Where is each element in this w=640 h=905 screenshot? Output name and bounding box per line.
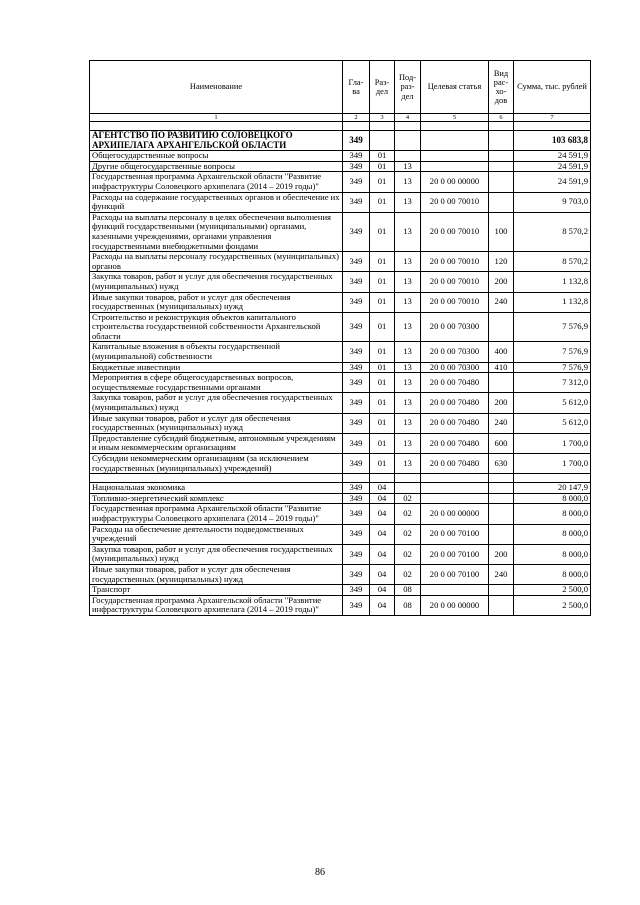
table-row [90,595,591,615]
cell-subsection: 13 [395,272,421,292]
cell-subsection: 08 [395,585,421,596]
cell-subsection: 13 [395,252,421,272]
table-row [90,131,591,151]
empty-cell [514,474,591,483]
cell-section: 01 [370,362,395,373]
table-row [90,192,591,212]
col-number: 2 [343,114,370,122]
header-section: Раз-дел [370,61,395,114]
col-number: 5 [421,114,489,122]
cell-amount: 2 500,0 [514,585,591,596]
cell-subsection [395,483,421,494]
cell-expense-type: 120 [489,252,514,272]
cell-target [421,131,489,151]
cell-section: 01 [370,342,395,362]
cell-section: 01 [370,151,395,162]
cell-amount: 8 000,0 [514,524,591,544]
cell-subsection: 13 [395,362,421,373]
cell-name: Транспорт [90,585,343,596]
cell-chapter: 349 [343,161,370,172]
cell-name: Иные закупки товаров, работ и услуг для обеспечения государственных (муниципальных) нужд [90,413,343,433]
cell-subsection: 13 [395,342,421,362]
cell-target: 20 0 00 70100 [421,544,489,564]
cell-target [421,151,489,162]
cell-subsection [395,131,421,151]
cell-expense-type: 400 [489,342,514,362]
cell-section: 04 [370,493,395,504]
cell-section: 04 [370,585,395,596]
cell-chapter: 349 [343,192,370,212]
cell-target: 20 0 00 70480 [421,373,489,393]
header-target: Целевая статья [421,61,489,114]
cell-expense-type [489,483,514,494]
cell-section: 04 [370,483,395,494]
cell-target: 20 0 00 70480 [421,454,489,474]
cell-section: 01 [370,393,395,413]
table-body [90,122,591,616]
cell-chapter: 349 [343,312,370,342]
cell-subsection [395,151,421,162]
cell-target: 20 0 00 00000 [421,504,489,524]
cell-name: Государственная программа Архангельской области "Развитие инфраструктуры Соловецкого архипелага (2014 – 2019 годы)" [90,595,343,615]
cell-amount: 20 147,9 [514,483,591,494]
cell-subsection: 13 [395,433,421,453]
cell-expense-type: 200 [489,544,514,564]
cell-chapter: 349 [343,504,370,524]
cell-section: 01 [370,272,395,292]
empty-cell [489,474,514,483]
cell-name: Иные закупки товаров, работ и услуг для обеспечения государственных (муниципальных) нужд [90,564,343,584]
cell-amount: 8 570,2 [514,252,591,272]
cell-amount: 2 500,0 [514,595,591,615]
cell-amount: 24 591,9 [514,172,591,192]
cell-section: 01 [370,292,395,312]
col-number: 3 [370,114,395,122]
cell-section: 01 [370,454,395,474]
cell-chapter: 349 [343,212,370,251]
cell-amount: 24 591,9 [514,151,591,162]
col-number: 6 [489,114,514,122]
cell-name: Строительство и реконструкция объектов капитального строительства государственной собственности Архангельской области [90,312,343,342]
cell-name: Расходы на выплаты персоналу государственных (муниципальных) органов [90,252,343,272]
header-row [90,61,591,114]
cell-target: 20 0 00 70100 [421,524,489,544]
cell-target: 20 0 00 70300 [421,312,489,342]
header-amount: Сумма, тыс. рублей [514,61,591,114]
cell-name: Закупка товаров, работ и услуг для обеспечения государственных (муниципальных) нужд [90,272,343,292]
table-row [90,252,591,272]
table-row [90,483,591,494]
table-row [90,292,591,312]
cell-expense-type: 630 [489,454,514,474]
table-row [90,585,591,596]
cell-expense-type [489,151,514,162]
cell-target: 20 0 00 70010 [421,192,489,212]
empty-cell [343,122,370,131]
budget-table [89,60,591,616]
cell-amount: 1 132,8 [514,292,591,312]
table-row [90,212,591,251]
table-row [90,524,591,544]
cell-amount: 8 000,0 [514,564,591,584]
cell-target: 20 0 00 70010 [421,252,489,272]
cell-chapter: 349 [343,413,370,433]
cell-chapter: 349 [343,524,370,544]
cell-target: 20 0 00 00000 [421,172,489,192]
empty-cell [90,122,343,131]
spacer-row [90,122,591,131]
cell-section: 01 [370,433,395,453]
table-row [90,151,591,162]
cell-chapter: 349 [343,585,370,596]
cell-chapter: 349 [343,564,370,584]
cell-chapter: 349 [343,172,370,192]
cell-chapter: 349 [343,454,370,474]
cell-amount: 8 000,0 [514,504,591,524]
cell-target: 20 0 00 70480 [421,433,489,453]
cell-subsection: 13 [395,373,421,393]
cell-name: Национальная экономика [90,483,343,494]
cell-name: Закупка товаров, работ и услуг для обеспечения государственных (муниципальных) нужд [90,393,343,413]
cell-subsection: 13 [395,413,421,433]
empty-cell [395,122,421,131]
cell-expense-type: 240 [489,413,514,433]
cell-expense-type: 240 [489,564,514,584]
cell-amount: 8 570,2 [514,212,591,251]
cell-target [421,161,489,172]
cell-chapter: 349 [343,292,370,312]
cell-section: 01 [370,161,395,172]
cell-chapter: 349 [343,342,370,362]
empty-cell [90,474,343,483]
cell-chapter: 349 [343,362,370,373]
cell-amount: 7 312,0 [514,373,591,393]
cell-target [421,483,489,494]
cell-expense-type [489,161,514,172]
cell-amount: 5 612,0 [514,413,591,433]
cell-section: 01 [370,373,395,393]
cell-subsection: 02 [395,564,421,584]
table-row [90,312,591,342]
cell-target: 20 0 00 70010 [421,292,489,312]
cell-amount: 7 576,9 [514,362,591,373]
cell-name: Расходы на обеспечение деятельности подведомственных учреждений [90,524,343,544]
empty-cell [421,474,489,483]
cell-chapter: 349 [343,131,370,151]
cell-name: Государственная программа Архангельской области "Развитие инфраструктуры Соловецкого архипелага (2014 – 2019 годы)" [90,172,343,192]
col-number: 4 [395,114,421,122]
cell-name: Бюджетные инвестиции [90,362,343,373]
col-number: 7 [514,114,591,122]
col-number: 1 [90,114,343,122]
cell-subsection: 13 [395,312,421,342]
cell-amount: 1 700,0 [514,454,591,474]
cell-target: 20 0 00 70010 [421,212,489,251]
cell-subsection: 13 [395,192,421,212]
cell-name: АГЕНТСТВО ПО РАЗВИТИЮ СОЛОВЕЦКОГО АРХИПЕЛАГА АРХАНГЕЛЬСКОЙ ОБЛАСТИ [90,131,343,151]
cell-expense-type: 200 [489,393,514,413]
header-expense-type: Вид рас-хо-дов [489,61,514,114]
cell-subsection: 08 [395,595,421,615]
cell-target: 20 0 00 70300 [421,362,489,373]
cell-target: 20 0 00 70010 [421,272,489,292]
cell-expense-type [489,312,514,342]
table-row [90,393,591,413]
cell-chapter: 349 [343,252,370,272]
cell-name: Предоставление субсидий бюджетным, автономным учреждениям и иным некоммерческим организациям [90,433,343,453]
cell-expense-type [489,585,514,596]
table-row [90,564,591,584]
cell-subsection: 13 [395,161,421,172]
empty-cell [421,122,489,131]
cell-expense-type [489,493,514,504]
cell-name: Государственная программа Архангельской области "Развитие инфраструктуры Соловецкого архипелага (2014 – 2019 годы)" [90,504,343,524]
header-name: Наименование [90,61,343,114]
cell-amount: 7 576,9 [514,342,591,362]
empty-cell [514,122,591,131]
cell-target: 20 0 00 70480 [421,393,489,413]
cell-name: Капитальные вложения в объекты государственной (муниципальной) собственности [90,342,343,362]
cell-chapter: 349 [343,373,370,393]
table-row [90,493,591,504]
cell-section: 01 [370,252,395,272]
cell-expense-type [489,192,514,212]
table-row [90,362,591,373]
cell-amount: 5 612,0 [514,393,591,413]
cell-expense-type [489,504,514,524]
column-number-row [90,114,591,122]
cell-chapter: 349 [343,595,370,615]
cell-section: 04 [370,524,395,544]
cell-expense-type: 100 [489,212,514,251]
spacer-row [90,474,591,483]
cell-subsection: 02 [395,504,421,524]
cell-expense-type [489,524,514,544]
table-row [90,172,591,192]
cell-section: 01 [370,172,395,192]
cell-subsection: 13 [395,454,421,474]
cell-subsection: 13 [395,292,421,312]
empty-cell [343,474,370,483]
cell-amount: 8 000,0 [514,493,591,504]
cell-amount: 1 132,8 [514,272,591,292]
cell-expense-type: 600 [489,433,514,453]
cell-chapter: 349 [343,493,370,504]
cell-chapter: 349 [343,483,370,494]
cell-target [421,585,489,596]
cell-section: 01 [370,192,395,212]
cell-chapter: 349 [343,151,370,162]
cell-subsection: 13 [395,172,421,192]
table-row [90,161,591,172]
cell-target: 20 0 00 00000 [421,595,489,615]
empty-cell [370,474,395,483]
empty-cell [370,122,395,131]
cell-section: 04 [370,504,395,524]
cell-expense-type [489,595,514,615]
header-chapter: Гла-ва [343,61,370,114]
table-row [90,433,591,453]
cell-section: 04 [370,595,395,615]
cell-name: Общегосударственные вопросы [90,151,343,162]
cell-amount: 7 576,9 [514,312,591,342]
cell-section: 01 [370,413,395,433]
cell-name: Иные закупки товаров, работ и услуг для обеспечения государственных (муниципальных) нужд [90,292,343,312]
cell-section: 01 [370,212,395,251]
cell-section: 04 [370,544,395,564]
cell-subsection: 13 [395,212,421,251]
cell-expense-type: 240 [489,292,514,312]
table-row [90,373,591,393]
cell-expense-type [489,172,514,192]
empty-cell [395,474,421,483]
table-row [90,544,591,564]
table-row [90,454,591,474]
cell-name: Расходы на выплаты персоналу в целях обеспечения выполнения функций государственными (муниципальными) органами, казенными учреждениями, органами управления государственными внебюджетными фондами [90,212,343,251]
cell-amount: 8 000,0 [514,544,591,564]
cell-expense-type: 410 [489,362,514,373]
table-row [90,504,591,524]
table-row [90,272,591,292]
cell-expense-type [489,131,514,151]
cell-name: Субсидии некоммерческим организациям (за исключением государственных (муниципальных) учреждений) [90,454,343,474]
cell-section [370,131,395,151]
empty-cell [489,122,514,131]
cell-amount: 1 700,0 [514,433,591,453]
cell-name: Расходы на содержание государственных органов и обеспечение их функций [90,192,343,212]
cell-section: 01 [370,312,395,342]
cell-expense-type: 200 [489,272,514,292]
cell-name: Другие общегосударственные вопросы [90,161,343,172]
cell-target: 20 0 00 70480 [421,413,489,433]
table-row [90,413,591,433]
cell-chapter: 349 [343,393,370,413]
cell-target [421,493,489,504]
cell-subsection: 02 [395,524,421,544]
cell-chapter: 349 [343,272,370,292]
cell-expense-type [489,373,514,393]
cell-subsection: 02 [395,544,421,564]
cell-name: Закупка товаров, работ и услуг для обеспечения государственных (муниципальных) нужд [90,544,343,564]
cell-name: Мероприятия в сфере общегосударственных вопросов, осуществляемые государственными органами [90,373,343,393]
cell-name: Топливно-энергетический комплекс [90,493,343,504]
cell-subsection: 13 [395,393,421,413]
cell-chapter: 349 [343,433,370,453]
cell-amount: 9 703,0 [514,192,591,212]
header-subsection: Под-раз-дел [395,61,421,114]
table-row [90,342,591,362]
cell-amount: 103 683,8 [514,131,591,151]
cell-subsection: 02 [395,493,421,504]
cell-target: 20 0 00 70100 [421,564,489,584]
cell-target: 20 0 00 70300 [421,342,489,362]
cell-section: 04 [370,564,395,584]
page-number: 86 [315,867,325,878]
cell-chapter: 349 [343,544,370,564]
cell-amount: 24 591,9 [514,161,591,172]
